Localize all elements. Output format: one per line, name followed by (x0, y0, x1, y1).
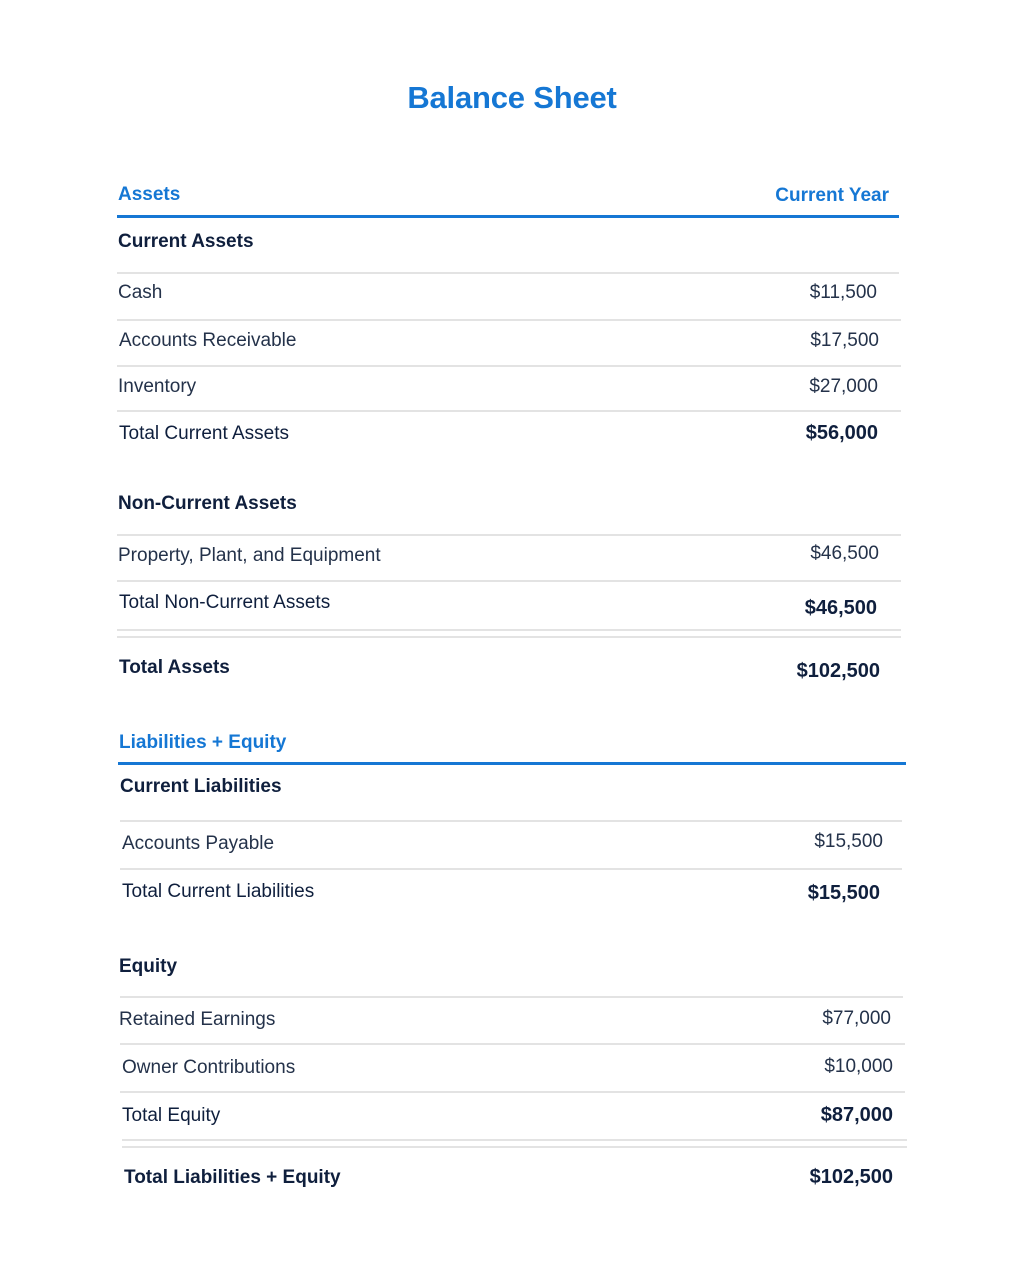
total-current-liabilities-value: $15,500 (807, 882, 880, 904)
retained-earnings-label: Retained Earnings (119, 1009, 276, 1030)
inventory-label: Inventory (118, 376, 197, 397)
inventory-value: $27,000 (809, 376, 878, 397)
page-title: Balance Sheet (407, 80, 617, 115)
total-liabilities-equity-value: $102,500 (809, 1166, 893, 1188)
accounts-payable-value: $15,500 (814, 831, 883, 852)
total-assets-label: Total Assets (119, 657, 230, 678)
accounts-receivable-label: Accounts Receivable (119, 330, 297, 351)
ppe-value: $46,500 (810, 543, 879, 564)
owner-contributions-value: $10,000 (824, 1056, 893, 1077)
liabilities-equity-section-label: Liabilities + Equity (119, 732, 287, 753)
total-non-current-assets-value: $46,500 (804, 597, 877, 619)
total-assets-value: $102,500 (796, 660, 880, 682)
owner-contributions-label: Owner Contributions (122, 1057, 296, 1078)
ppe-label: Property, Plant, and Equipment (118, 545, 381, 566)
cash-label: Cash (118, 282, 163, 303)
double-divider-bottom (117, 636, 901, 638)
total-non-current-assets-label: Total Non-Current Assets (119, 592, 331, 613)
divider (120, 868, 902, 870)
double-divider-top (117, 629, 901, 631)
divider (120, 996, 903, 998)
divider (117, 410, 901, 412)
divider (117, 272, 899, 274)
double-divider-top (122, 1139, 907, 1141)
liabilities-header-rule (118, 762, 906, 765)
divider (120, 1091, 905, 1093)
double-divider-bottom (122, 1146, 907, 1148)
divider (117, 365, 901, 367)
assets-section-label: Assets (118, 184, 181, 205)
assets-header-rule (117, 215, 899, 218)
retained-earnings-value: $77,000 (822, 1008, 891, 1029)
current-assets-heading: Current Assets (118, 231, 254, 252)
equity-heading: Equity (119, 956, 178, 977)
total-equity-value: $87,000 (820, 1104, 893, 1126)
accounts-payable-label: Accounts Payable (122, 833, 275, 854)
divider (120, 820, 902, 822)
total-current-liabilities-label: Total Current Liabilities (122, 881, 315, 902)
total-current-assets-value: $56,000 (805, 422, 878, 444)
divider (117, 534, 901, 536)
total-equity-label: Total Equity (122, 1105, 221, 1126)
current-year-column-header: Current Year (775, 185, 889, 206)
divider (117, 580, 901, 582)
divider (117, 319, 901, 321)
divider (120, 1043, 905, 1045)
cash-value: $11,500 (809, 282, 877, 303)
total-liabilities-equity-label: Total Liabilities + Equity (124, 1167, 341, 1188)
accounts-receivable-value: $17,500 (810, 330, 879, 351)
total-current-assets-label: Total Current Assets (119, 423, 290, 444)
current-liabilities-heading: Current Liabilities (120, 776, 282, 797)
non-current-assets-heading: Non-Current Assets (118, 493, 297, 514)
